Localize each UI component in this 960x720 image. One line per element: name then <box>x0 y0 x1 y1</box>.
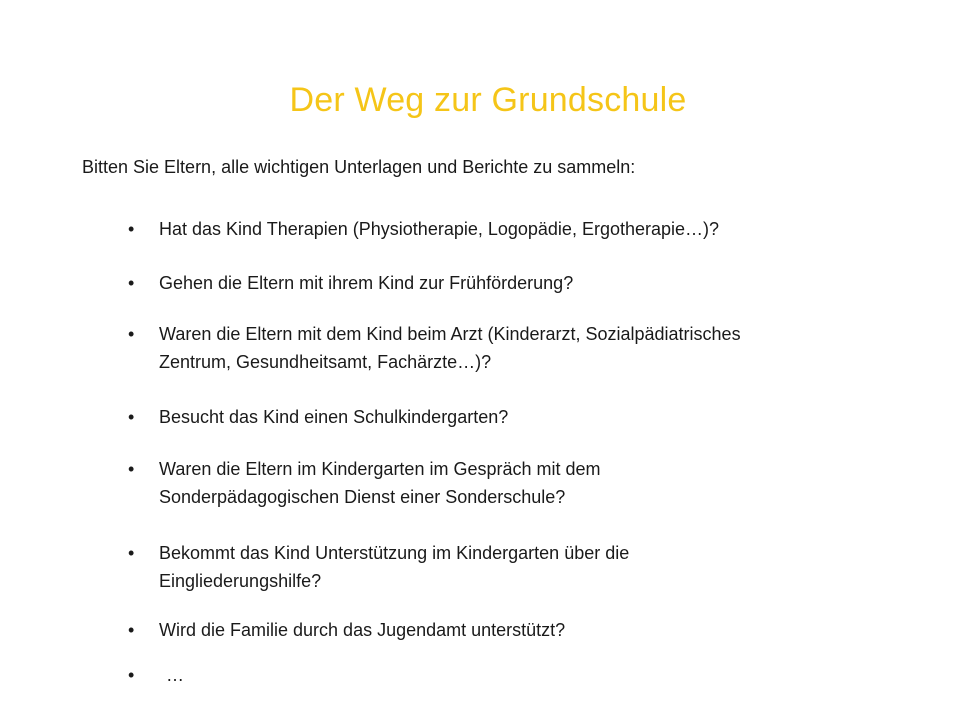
bullet-icon: • <box>128 407 135 427</box>
list-item <box>128 320 908 376</box>
intro-text: Bitten Sie Eltern, alle wichtigen Unterlagen und Berichte zu sammeln: <box>82 157 636 177</box>
bullet-text: Waren die Eltern mit dem Kind beim Arzt (Kinderarzt, Sozialpädiatrisches Zentrum, Gesundheitsamt, Fachärzte…)? <box>159 324 741 372</box>
list-item <box>128 616 908 644</box>
bullet-icon: • <box>128 324 135 344</box>
bullet-text: Wird die Familie durch das Jugendamt unterstützt? <box>159 620 566 640</box>
list-item <box>128 539 908 595</box>
bullet-icon: • <box>128 620 135 640</box>
list-item <box>128 215 908 243</box>
bullet-icon: • <box>128 273 135 293</box>
list-item <box>128 455 908 511</box>
bullet-text: Bekommt das Kind Unterstützung im Kindergarten über die Eingliederungshilfe? <box>159 543 630 591</box>
bullet-text: Besucht das Kind einen Schulkindergarten? <box>159 407 509 427</box>
slide-title: Der Weg zur Grundschule <box>289 80 687 119</box>
bullet-text: Waren die Eltern im Kindergarten im Gespräch mit dem Sonderpädagogischen Dienst einer Sonderschule? <box>159 459 601 507</box>
list-item <box>128 661 908 689</box>
list-item <box>128 403 908 431</box>
list-item <box>128 269 908 297</box>
bullet-icon: • <box>128 219 135 239</box>
bullet-text: Gehen die Eltern mit ihrem Kind zur Frühförderung? <box>159 273 574 293</box>
bullet-icon: • <box>128 459 135 479</box>
bullet-icon: • <box>128 543 135 563</box>
bullet-icon: • <box>128 665 135 685</box>
bullet-text: … <box>166 665 184 685</box>
bullet-text: Hat das Kind Therapien (Physiotherapie, Logopädie, Ergotherapie…)? <box>159 219 720 239</box>
